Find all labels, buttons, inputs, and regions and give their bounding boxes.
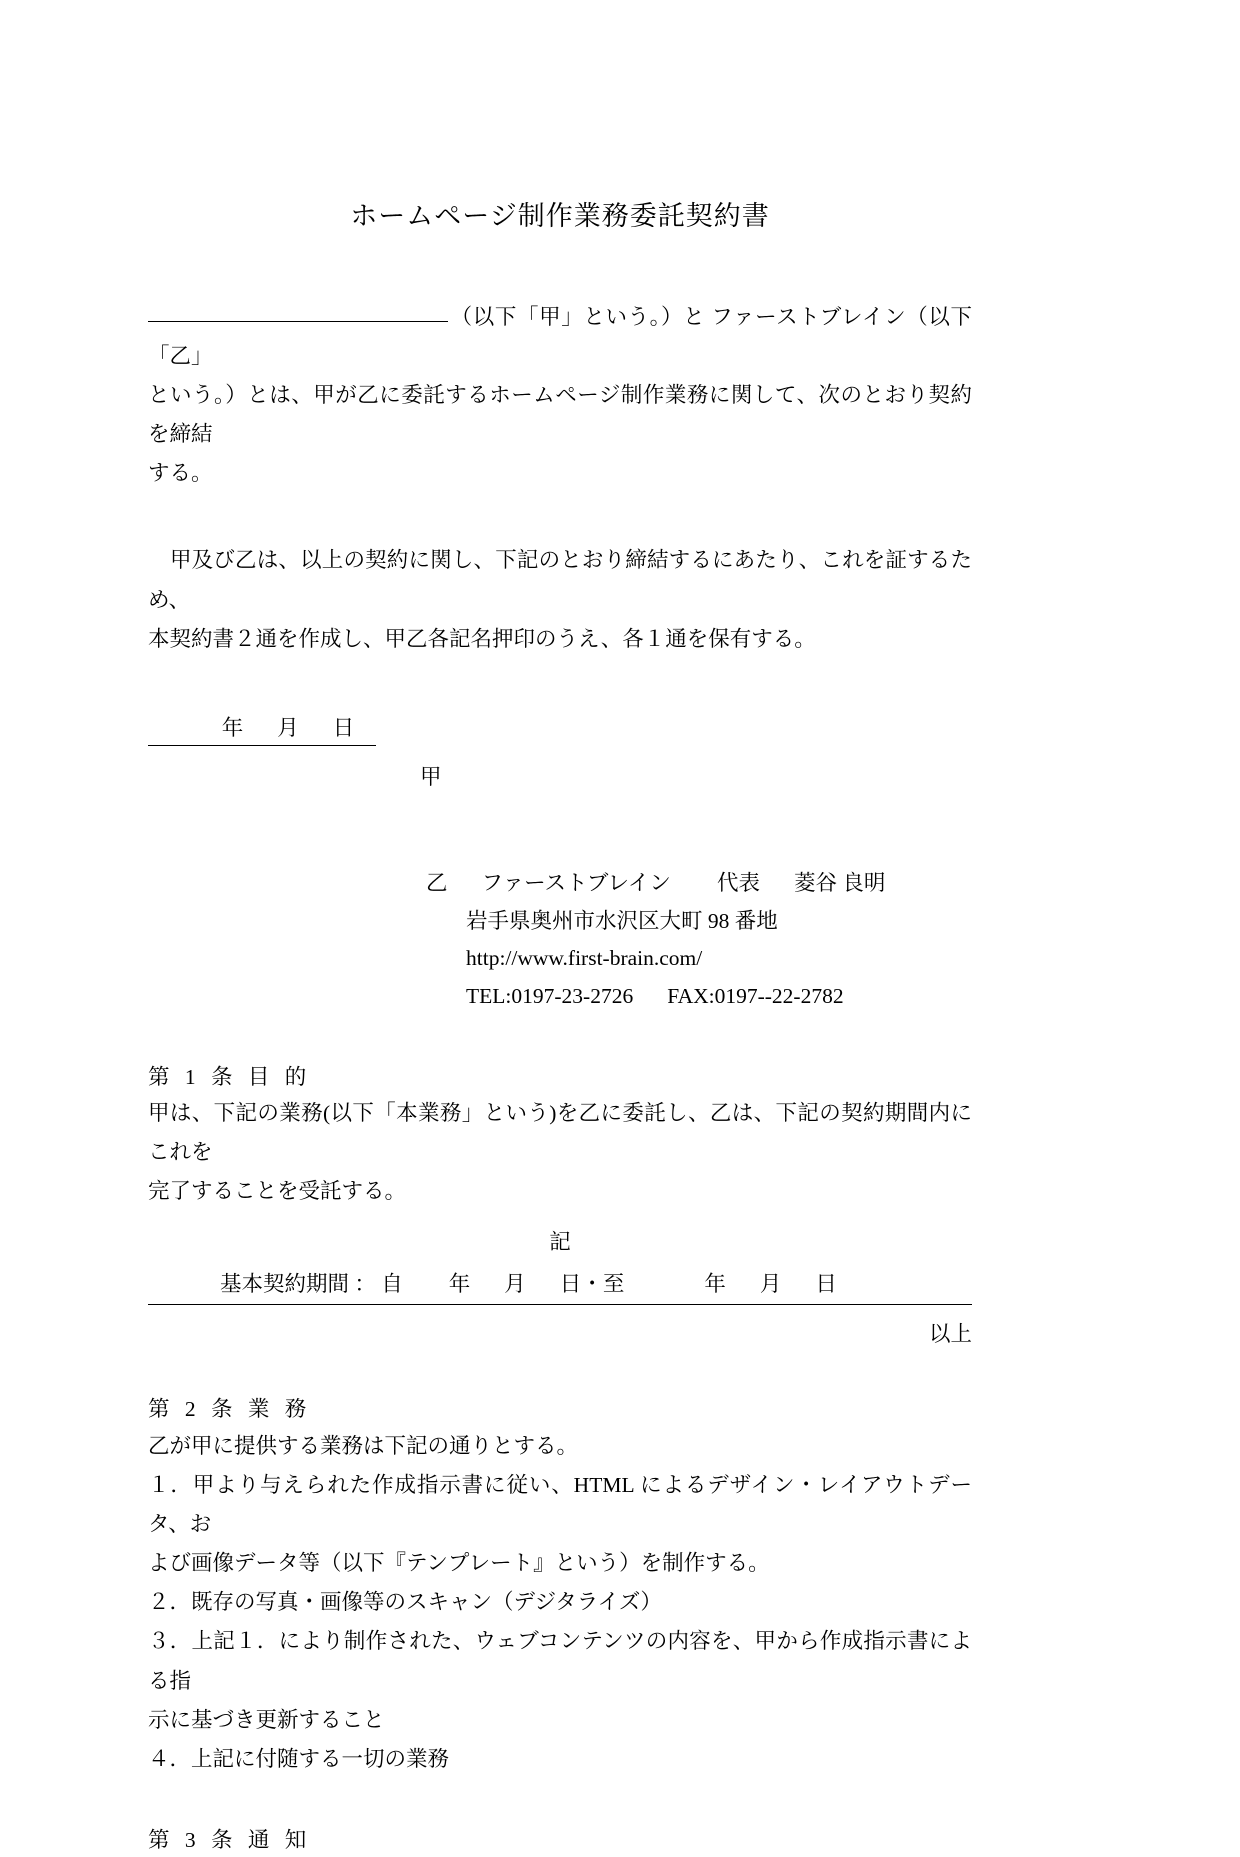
term-day-2: 日 xyxy=(815,1271,837,1296)
article-2-line-2: １．甲より与えられた作成指示書に従い、HTML によるデザイン・レイアウトデータ、お xyxy=(148,1472,972,1537)
contract-term-label: 基本契約期間 ： 自 xyxy=(220,1271,403,1296)
date-month-label: 月 xyxy=(277,715,299,740)
party-otsu-tel: TEL:0197-23-2726 xyxy=(466,984,634,1009)
party-otsu-company: ファーストブレイン xyxy=(481,871,671,896)
party-otsu-block xyxy=(148,865,972,1016)
signature-date-line xyxy=(148,711,972,746)
party-otsu-contact-row xyxy=(426,978,972,1016)
party-otsu-role: 代表 xyxy=(716,871,760,896)
ki-marker: 記 xyxy=(549,1230,571,1255)
date-year-label: 年 xyxy=(221,715,244,740)
party-otsu-name: 菱谷 良明 xyxy=(793,871,886,896)
party-otsu-fax: FAX:0197--22-2782 xyxy=(667,984,844,1009)
contract-term-row[interactable] xyxy=(148,1266,972,1306)
article-2-line-7: ４．上記に付随する一切の業務 xyxy=(148,1746,450,1771)
opening-line-2: という。）とは、甲が乙に委託するホームページ制作業務に関して、次のとおり契約を締結 xyxy=(148,383,972,447)
article-1-line-1: 甲は、下記の業務(以下「本業務」という)を乙に委託し、乙は、下記の契約期間内にこれを xyxy=(148,1101,972,1165)
opening-paragraph xyxy=(148,298,972,494)
article-2-line-5: ３．上記１．により制作された、ウェブコンテンツの内容を、甲から作成指示書による指 xyxy=(148,1629,972,1693)
term-separator: ・ xyxy=(581,1271,603,1296)
party-kou-row xyxy=(148,760,972,791)
article-2-line-4: ２．既存の写真・画像等のスキャン（デジタライズ） xyxy=(148,1590,662,1615)
page-title: ホームページ制作業務委託契約書 xyxy=(350,201,770,231)
term-month-1: 月 xyxy=(504,1271,526,1296)
term-month-2: 月 xyxy=(759,1271,782,1296)
article-2-line-6: 示に基づき更新すること xyxy=(148,1707,385,1732)
article-3-heading: 第 3 条 通 知 xyxy=(148,1827,312,1852)
recital-line-1: 甲及び乙は、以上の契約に関し、下記のとおり締結するにあたり、これを証するため、 xyxy=(148,548,972,612)
recital-paragraph xyxy=(148,541,972,658)
term-year-2: 年 xyxy=(704,1271,726,1296)
article-2-body xyxy=(148,1427,972,1779)
term-year-1: 年 xyxy=(448,1271,471,1296)
date-day-label: 日 xyxy=(332,715,355,740)
article-2-line-1: 乙が甲に提供する業務は下記の通りとする。 xyxy=(148,1433,579,1458)
party-otsu-name-row xyxy=(426,865,972,903)
party-name-blank-field[interactable] xyxy=(148,321,448,322)
party-otsu-url[interactable]: http://www.first-brain.com/ xyxy=(466,946,703,971)
party-otsu-address: 岩手県奥州市水沢区大町 98 番地 xyxy=(466,908,778,933)
party-kou-label: 甲 xyxy=(420,765,442,790)
article-1-closing: 以上 xyxy=(928,1322,972,1347)
article-2-heading: 第 2 条 業 務 xyxy=(148,1397,312,1422)
article-1-body xyxy=(148,1094,972,1211)
party-otsu-label: 乙 xyxy=(426,871,448,896)
article-2-line-3: よび画像データ等（以下『テンプレート』という）を制作する。 xyxy=(148,1551,770,1576)
opening-line-1: （以下「甲」という。）と ファーストブレイン（以下「乙」 xyxy=(148,304,972,368)
article-1-heading: 第 1 条 目 的 xyxy=(148,1064,312,1089)
article-1-line-2: 完了することを受託する。 xyxy=(148,1179,407,1204)
document-content xyxy=(148,0,972,1857)
term-to-label: 至 xyxy=(602,1271,625,1296)
term-day-1: 日 xyxy=(559,1271,582,1296)
section-spacer xyxy=(148,1348,972,1392)
opening-line-3: する。 xyxy=(148,461,213,486)
recital-line-2: 本契約書２通を作成し、甲乙各記名押印のうえ、各１通を保有する。 xyxy=(148,626,816,651)
date-blank-field[interactable] xyxy=(148,711,376,746)
